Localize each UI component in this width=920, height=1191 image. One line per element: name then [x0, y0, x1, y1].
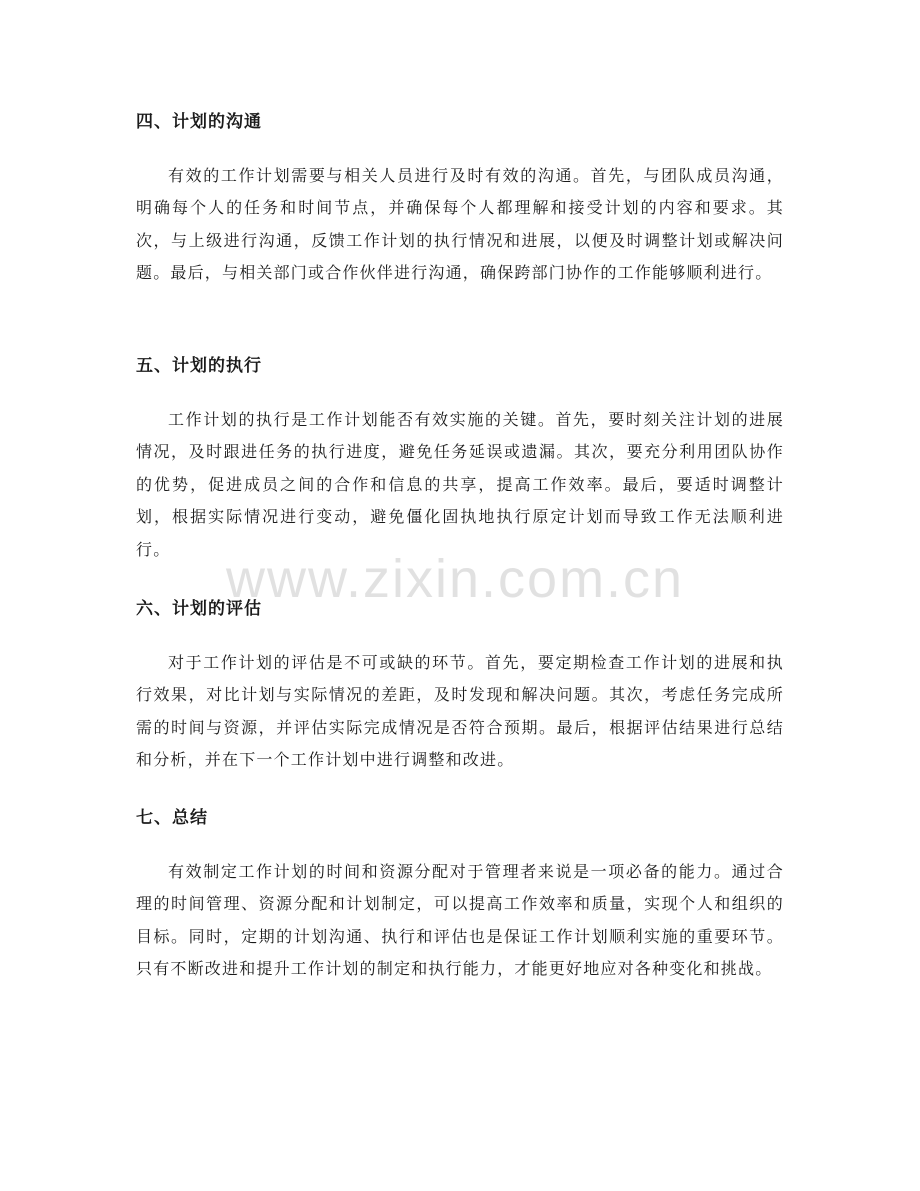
watermark: www.zixin.com.cn: [226, 549, 685, 609]
section-paragraph: 有效制定工作计划的时间和资源分配对于管理者来说是一项必备的能力。通过合理的时间管理、资源分配和计划制定，可以提高工作效率和质量，实现个人和组织的目标。同时，定期的计划沟通、执行和评估也是保证工作计划顺利实施的重要环节。只有不断改进和提升工作计划的制定和执行能力，才能更好地应对各种变化和挑战。: [136, 862, 784, 979]
section-heading: 五、计划的执行: [136, 356, 262, 376]
section-paragraph: 工作计划的执行是工作计划能否有效实施的关键。首先，要时刻关注计划的进展情况，及时跟进任务的执行进度，避免任务延误或遗漏。其次，要充分利用团队协作的优势，促进成员之间的合作和信息的共享，提高工作效率。最后，要适时调整计划，根据实际情况进行变动，避免僵化固执地执行原定计划而导致工作无法顺利进行。: [136, 410, 784, 559]
section-evaluation: [136, 597, 784, 777]
section-summary: [136, 806, 784, 986]
section-paragraph: 对于工作计划的评估是不可或缺的环节。首先，要定期检查工作计划的进展和执行效果，对比计划与实际情况的差距，及时发现和解决问题。其次，考虑任务完成所需的时间与资源，并评估实际完成情况是否符合预期。最后，根据评估结果进行总结和分析，并在下一个工作计划中进行调整和改进。: [136, 653, 784, 770]
section-execution: [136, 354, 784, 566]
section-communication: [136, 110, 784, 290]
section-heading: 七、总结: [136, 808, 208, 828]
section-heading: 四、计划的沟通: [136, 112, 262, 132]
section-paragraph: 有效的工作计划需要与相关人员进行及时有效的沟通。首先，与团队成员沟通，明确每个人的任务和时间节点，并确保每个人都理解和接受计划的内容和要求。其次，与上级进行沟通，反馈工作计划的执行情况和进展，以便及时调整计划或解决问题。最后，与相关部门或合作伙伴进行沟通，确保跨部门协作的工作能够顺利进行。: [136, 166, 784, 283]
section-heading: 六、计划的评估: [136, 599, 262, 619]
